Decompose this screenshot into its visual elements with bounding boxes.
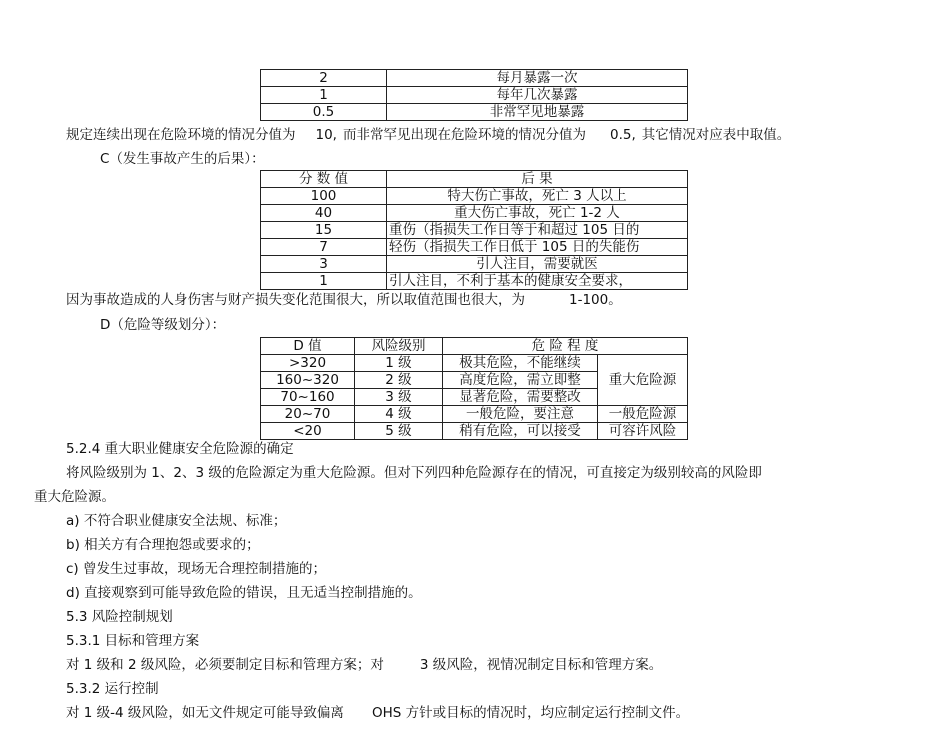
result-cell: 轻伤（指损失工作日低于 105 日的失能伤 [387,239,688,256]
heading-c: C（发生事故产生的后果）： [100,151,265,167]
header-result: 后 果 [387,171,688,188]
consequence-table [260,170,688,290]
table-row [261,423,688,440]
level-cell: 1 级 [355,355,443,372]
section-heading-524: 5.2.4 重大职业健康安全危险源的确定 [66,441,294,457]
score-cell: 7 [261,239,387,256]
result-cell: 引人注目，需要就医 [387,256,688,273]
degree-cell: 高度危险，需立即整 [443,372,598,389]
level-cell: 5 级 [355,423,443,440]
result-cell: 重伤（指损失工作日等于和超过 105 日的 [387,222,688,239]
paragraph-531: 对 1 级和 2 级风险，必须要制定目标和管理方案；对 3 级风险，视情况制定目标和管理方案。 [66,657,663,673]
header-score: 分 数 值 [261,171,387,188]
table-row [261,239,688,256]
score-cell: 100 [261,188,387,205]
risk-level-table [260,337,688,440]
table-row [261,70,688,87]
paragraph-532: 对 1 级-4 级风险，如无文件规定可能导致偏离 OHS 方针或目标的情况时，均应制定运行控制文件。 [66,705,690,721]
score-cell: 0.5 [261,104,387,121]
table-row [261,355,688,372]
section-heading-532: 5.3.2 运行控制 [66,681,159,697]
d-cell: 70~160 [261,389,355,406]
level-cell: 3 级 [355,389,443,406]
result-cell: 特大伤亡事故，死亡 3 人以上 [387,188,688,205]
d-cell: 160~320 [261,372,355,389]
desc-cell: 每月暴露一次 [387,70,688,87]
degree-cell: 稍有危险，可以接受 [443,423,598,440]
desc-cell: 每年几次暴露 [387,87,688,104]
table-row [261,205,688,222]
header-level: 风险级别 [355,338,443,355]
section-heading-53: 5.3 风险控制规划 [66,609,173,625]
score-cell: 2 [261,70,387,87]
level-cell: 4 级 [355,406,443,423]
paragraph-524-line2: 重大危险源。 [34,489,115,505]
header-degree: 危 险 程 度 [443,338,688,355]
table-header-row [261,338,688,355]
list-item: d) 直接观察到可能导致危险的错误，且无适当控制措施的。 [66,585,422,601]
list-item: a) 不符合职业健康安全法规、标准； [66,513,287,529]
list-item: b) 相关方有合理抱怨或要求的； [66,537,260,553]
list-item: c) 曾发生过事故，现场无合理控制措施的； [66,561,326,577]
table-row [261,104,688,121]
score-cell: 15 [261,222,387,239]
table-row [261,273,688,290]
exposure-table [260,69,688,121]
result-cell: 引人注目，不利于基本的健康安全要求， [387,273,688,290]
level-cell: 2 级 [355,372,443,389]
d-cell: >320 [261,355,355,372]
paragraph-524-line1: 将风险级别为 1、2、3 级的危险源定为重大危险源。但对下列四种危险源存在的情况，可直接定为级别较高的风险即 [66,465,762,481]
section-heading-531: 5.3.1 目标和管理方案 [66,633,200,649]
degree-cell: 显著危险，需要整改 [443,389,598,406]
table-header-row [261,171,688,188]
score-cell: 1 [261,273,387,290]
group-major: 重大危险源 [598,355,688,406]
table-row [261,406,688,423]
d-cell: <20 [261,423,355,440]
score-cell: 1 [261,87,387,104]
header-d-value: D 值 [261,338,355,355]
table-row [261,188,688,205]
table-row [261,87,688,104]
table-row [261,256,688,273]
consequence-paragraph: 因为事故造成的人身伤害与财产损失变化范围很大，所以取值范围也很大，为 1-100。 [66,292,622,308]
result-cell: 重大伤亡事故，死亡 1-2 人 [387,205,688,222]
score-cell: 40 [261,205,387,222]
degree-cell: 一般危险，要注意 [443,406,598,423]
desc-cell: 非常罕见地暴露 [387,104,688,121]
group-acceptable: 可容许风险 [598,423,688,440]
group-general: 一般危险源 [598,406,688,423]
degree-cell: 极其危险，不能继续 [443,355,598,372]
score-cell: 3 [261,256,387,273]
heading-d: D（危险等级划分）： [100,317,226,333]
table-row [261,222,688,239]
d-cell: 20~70 [261,406,355,423]
exposure-paragraph: 规定连续出现在危险环境的情况分值为 10, 而非常罕见出现在危险环境的情况分值为 0.5, 其它情况对应表中取值。 [66,127,791,143]
